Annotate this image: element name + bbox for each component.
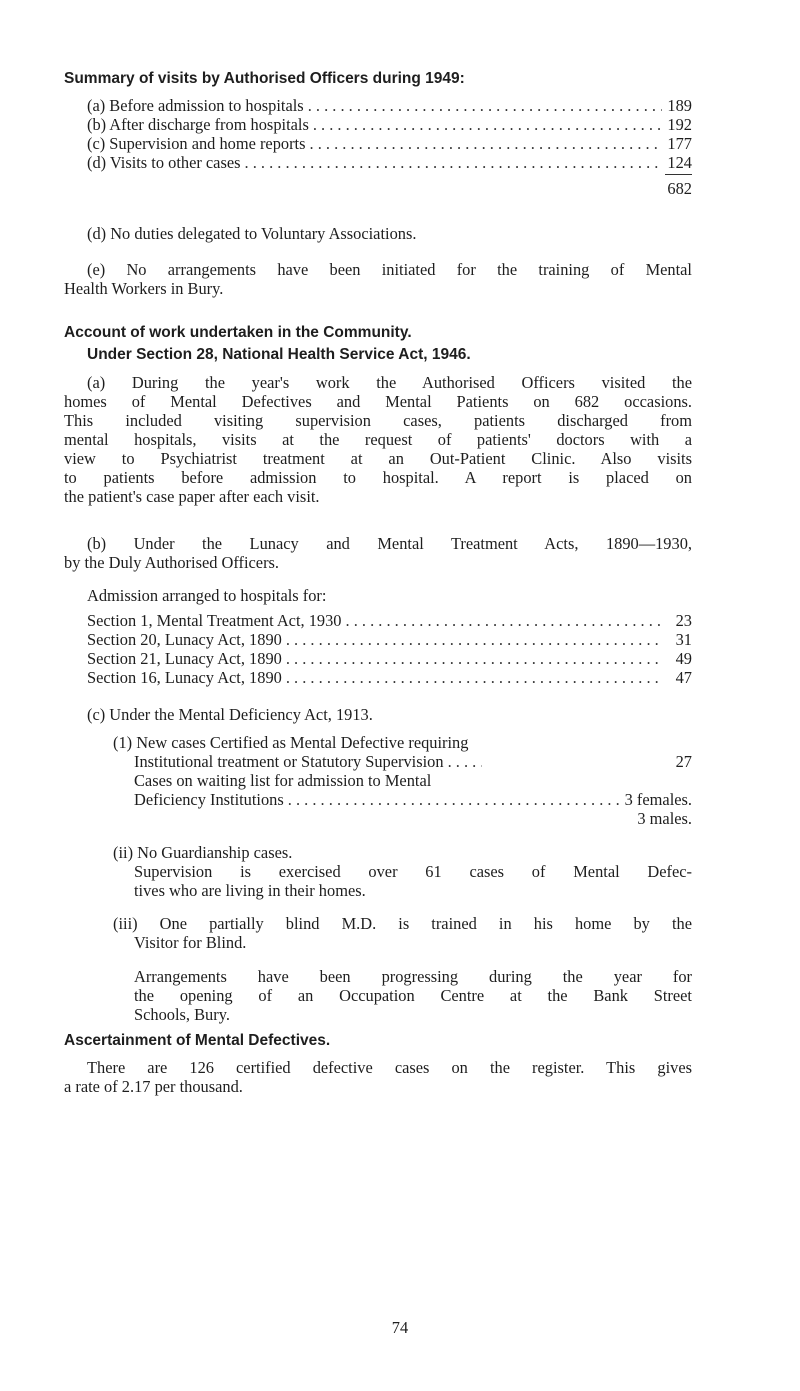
admission-item-value: 47 <box>675 668 692 687</box>
admission-item <box>87 649 692 668</box>
c1-females: 3 females. <box>624 790 692 809</box>
ascertainment-line: There are 126 certified defective cases on the register. This gives <box>87 1058 692 1077</box>
note-e-line: Health Workers in Bury. <box>64 279 224 298</box>
account-heading: Account of work undertaken in the Community. <box>64 324 412 341</box>
paragraph-line: (b) Under the Lunacy and Mental Treatment Acts, 1890—1930, <box>87 534 692 553</box>
c2-line: (ii) No Guardianship cases. <box>113 843 293 862</box>
arrangements-line: Schools, Bury. <box>134 1005 230 1024</box>
admission-item-label: Section 1, Mental Treatment Act, 1930 <box>87 611 342 630</box>
arrangements-block <box>113 967 692 1024</box>
admission-item-value: 23 <box>675 611 692 630</box>
c3-line: Visitor for Blind. <box>134 933 247 952</box>
admission-item-label: Section 16, Lunacy Act, 1890 <box>87 668 282 687</box>
admission-item-label: Section 20, Lunacy Act, 1890 <box>87 630 282 649</box>
c3-line: (iii) One partially blind M.D. is trained in his home by the <box>113 914 692 933</box>
ascertainment-heading: Ascertainment of Mental Defectives. <box>64 1032 331 1049</box>
admission-item <box>87 630 692 649</box>
admission-item <box>87 668 692 687</box>
dot-leader <box>286 630 662 649</box>
dot-leader <box>448 752 482 771</box>
c2-block <box>113 843 692 900</box>
paragraph-line: mental hospitals, visits at the request of patients' doctors with a <box>64 430 692 449</box>
c1-block <box>113 733 692 828</box>
arrangements-line: the opening of an Occupation Centre at the Bank Street <box>134 986 692 1005</box>
summary-item-value: 124 <box>667 153 692 172</box>
total-rule <box>665 174 692 175</box>
note-d: (d) No duties delegated to Voluntary Associations. <box>87 224 417 243</box>
summary-item-value: 192 <box>667 115 692 134</box>
summary-item-label: (d) Visits to other cases <box>87 153 241 172</box>
paragraph-line: the patient's case paper after each visit. <box>64 487 320 506</box>
c3-block <box>113 914 692 952</box>
c1-line <box>113 752 692 771</box>
admission-item <box>87 611 692 630</box>
summary-item <box>87 96 692 115</box>
c2-line: tives who are living in their homes. <box>134 881 366 900</box>
summary-item-value: 189 <box>667 96 692 115</box>
summary-heading: Summary of visits by Authorised Officers during 1949: <box>64 70 465 87</box>
ascertainment-cont: a rate of 2.17 per thousand. <box>64 1077 243 1096</box>
dot-leader <box>245 153 663 172</box>
dot-leader <box>286 649 662 668</box>
c1-line-text: Deficiency Institutions <box>134 790 284 809</box>
admission-item-label: Section 21, Lunacy Act, 1890 <box>87 649 282 668</box>
dot-leader <box>308 96 662 115</box>
dot-leader <box>313 115 662 134</box>
admission-item-value: 31 <box>675 630 692 649</box>
arrangements-line: Arrangements have been progressing during the year for <box>134 967 692 986</box>
paragraph-a <box>64 392 692 506</box>
paragraph-line: homes of Mental Defectives and Mental Patients on 682 occasions. <box>64 392 692 411</box>
dot-leader <box>288 790 621 809</box>
summary-item-label: (b) After discharge from hospitals <box>87 115 309 134</box>
paragraph-c: (c) Under the Mental Deficiency Act, 1913. <box>87 705 373 724</box>
paragraph-line: This included visiting supervision cases, patients discharged from <box>64 411 692 430</box>
paragraph-line: view to Psychiatrist treatment at an Out-Patient Clinic. Also visits <box>64 449 692 468</box>
admission-list <box>87 611 692 687</box>
paragraph-b-first <box>87 534 692 553</box>
summary-item <box>87 134 692 153</box>
c1-males: 3 males. <box>637 809 692 828</box>
account-subheading: Under Section 28, National Health Service Act, 1946. <box>87 346 471 363</box>
c1-value: 27 <box>675 752 692 771</box>
note-e <box>87 260 692 279</box>
page-number: 74 <box>391 1318 409 1337</box>
paragraph-line: to patients before admission to hospital. A report is placed on <box>64 468 692 487</box>
paragraph-line: (a) During the year's work the Authorised Officers visited the <box>87 373 692 392</box>
c1-line: (1) New cases Certified as Mental Defective requiring <box>113 733 469 752</box>
dot-leader <box>286 668 662 687</box>
dot-leader <box>346 611 663 630</box>
summary-item <box>87 115 692 134</box>
summary-total: 682 <box>667 179 692 198</box>
c1-line: Cases on waiting list for admission to Mental <box>134 771 432 790</box>
paragraph-b-cont: by the Duly Authorised Officers. <box>64 553 280 572</box>
summary-item-label: (c) Supervision and home reports <box>87 134 306 153</box>
summary-item <box>87 153 692 172</box>
c1-line <box>113 790 692 809</box>
ascertainment-first <box>87 1058 692 1077</box>
summary-item-value: 177 <box>667 134 692 153</box>
dot-leader <box>310 134 663 153</box>
note-e-line: (e) No arrangements have been initiated for the training of Mental <box>87 260 692 279</box>
summary-list <box>87 96 692 172</box>
admission-heading: Admission arranged to hospitals for: <box>87 586 327 605</box>
summary-item-label: (a) Before admission to hospitals <box>87 96 304 115</box>
admission-item-value: 49 <box>675 649 692 668</box>
c2-line: Supervision is exercised over 61 cases of Mental Defec- <box>134 862 692 881</box>
c1-line-text: Institutional treatment or Statutory Supervision <box>134 752 444 771</box>
paragraph-a-first <box>87 373 692 392</box>
